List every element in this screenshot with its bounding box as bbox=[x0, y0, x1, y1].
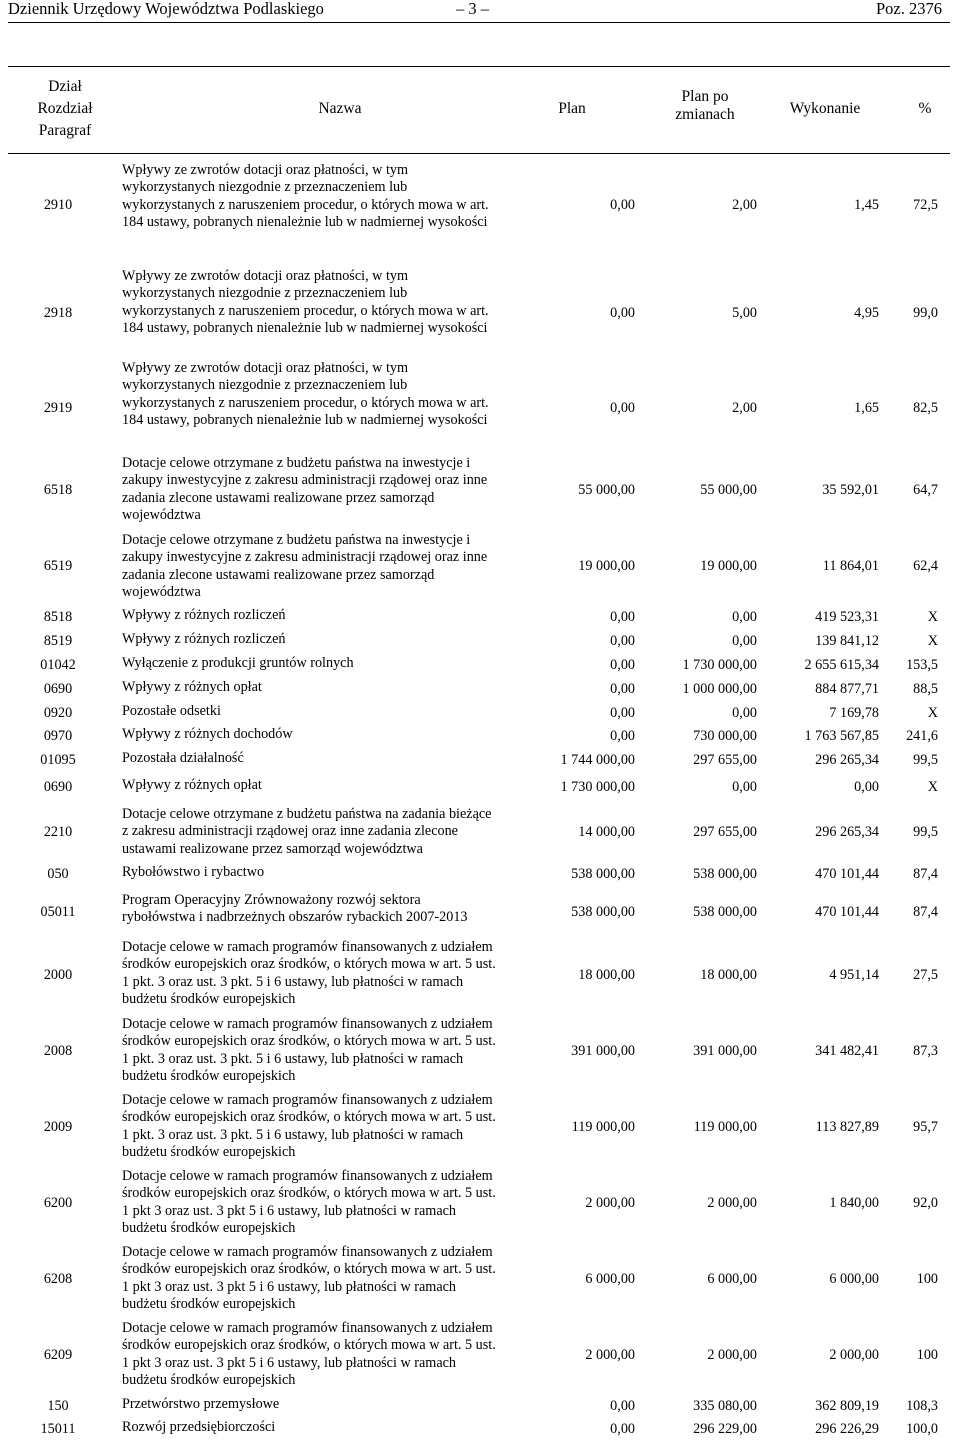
row-name: Dotacje celowe w ramach programów finansowanych z udziałem środków europejskich oraz środków, o których mowa w art. 5 ust. 1 pkt. 3 oraz ust. 3 pkt. 5 i 6 ustawy, lub płatności w ramach budżetu środków europejskich bbox=[122, 939, 496, 1008]
row-plan: 18 000,00 bbox=[578, 967, 635, 983]
row-procent: 87,4 bbox=[913, 904, 938, 920]
row-procent: X bbox=[927, 633, 938, 649]
journal-title: Dziennik Urzędowy Województwa Podlaskiego bbox=[8, 0, 324, 18]
row-procent: 95,7 bbox=[913, 1119, 938, 1135]
row-name: Wpływy z różnych opłat bbox=[122, 679, 262, 695]
row-procent: 64,7 bbox=[913, 482, 938, 498]
row-plan: 391 000,00 bbox=[571, 1043, 635, 1059]
row-wykonanie: 113 827,89 bbox=[815, 1119, 879, 1135]
header-paragraf: Paragraf bbox=[38, 122, 92, 139]
row-code: 2008 bbox=[43, 1043, 73, 1059]
row-code: 6200 bbox=[43, 1195, 73, 1211]
row-procent: 108,3 bbox=[906, 1398, 938, 1414]
row-wykonanie: 296 265,34 bbox=[815, 752, 879, 768]
row-wykonanie: 1 840,00 bbox=[829, 1195, 879, 1211]
row-wykonanie: 4,95 bbox=[854, 305, 879, 321]
row-plan-po-zmianach: 296 229,00 bbox=[693, 1421, 757, 1437]
row-wykonanie: 296 265,34 bbox=[815, 824, 879, 840]
row-code: 0690 bbox=[43, 779, 73, 795]
row-plan-po-zmianach: 18 000,00 bbox=[700, 967, 757, 983]
row-wykonanie: 884 877,71 bbox=[815, 681, 879, 697]
row-code: 0690 bbox=[43, 681, 73, 697]
table-header bbox=[0, 66, 960, 154]
row-name: Dotacje celowe otrzymane z budżetu państwa na inwestycje i zakupy inwestycyjne z zakresu administracji rządowej oraz inne zadania zlecone ustawami realizowane przez samorząd województwa bbox=[122, 455, 488, 524]
row-plan: 0,00 bbox=[610, 633, 635, 649]
row-plan-po-zmianach: 730 000,00 bbox=[693, 728, 757, 744]
row-plan-po-zmianach: 2 000,00 bbox=[707, 1347, 757, 1363]
row-code: 6519 bbox=[43, 558, 73, 574]
row-plan-po-zmianach: 2,00 bbox=[732, 197, 757, 213]
header-dzial-cell bbox=[20, 76, 110, 142]
row-procent: 99,5 bbox=[913, 752, 938, 768]
row-wykonanie: 6 000,00 bbox=[829, 1271, 879, 1287]
row-name: Dotacje celowe w ramach programów finansowanych z udziałem środków europejskich oraz środków, o których mowa w art. 5 ust. 1 pkt 3 oraz ust. 3 pkt 5 i 6 ustawy, lub płatności w ramach budżetu środków europejskich bbox=[122, 1320, 496, 1389]
row-name: Wpływy ze zwrotów dotacji oraz płatności, w tym wykorzystanych niezgodnie z przeznaczeniem lub wykorzystanych z naruszeniem procedur, o których mowa w art. 184 ustawy, pobranych nienależnie lub w nadmiernej wysokości bbox=[122, 268, 489, 337]
row-plan: 2 000,00 bbox=[585, 1195, 635, 1211]
header-divider bbox=[8, 22, 950, 23]
row-name: Dotacje celowe w ramach programów finansowanych z udziałem środków europejskich oraz środków, o których mowa w art. 5 ust. 1 pkt 3 oraz ust. 3 pkt 5 i 6 ustawy, lub płatności w ramach budżetu środków europejskich bbox=[122, 1168, 496, 1237]
row-code: 2210 bbox=[43, 824, 73, 840]
row-code: 15011 bbox=[40, 1421, 76, 1437]
row-plan: 0,00 bbox=[610, 681, 635, 697]
row-procent: 100 bbox=[916, 1271, 938, 1287]
row-name: Wpływy ze zwrotów dotacji oraz płatności, w tym wykorzystanych niezgodnie z przeznaczeniem lub wykorzystanych z naruszeniem procedur, o których mowa w art. 184 ustawy, pobranych nienależnie lub w nadmiernej wysokości bbox=[122, 162, 489, 231]
row-code: 2910 bbox=[43, 197, 73, 213]
row-name: Wpływy z różnych opłat bbox=[122, 777, 262, 793]
row-plan-po-zmianach: 0,00 bbox=[732, 633, 757, 649]
row-plan: 0,00 bbox=[610, 1398, 635, 1414]
row-plan-po-zmianach: 335 080,00 bbox=[693, 1398, 757, 1414]
row-plan: 0,00 bbox=[610, 197, 635, 213]
row-plan-po-zmianach: 1 730 000,00 bbox=[682, 657, 757, 673]
header-plan-po-2: zmianach bbox=[675, 106, 735, 123]
row-procent: 87,3 bbox=[913, 1043, 938, 1059]
row-plan: 538 000,00 bbox=[571, 904, 635, 920]
row-plan: 0,00 bbox=[610, 609, 635, 625]
row-name: Pozostała działalność bbox=[122, 750, 244, 766]
row-plan-po-zmianach: 0,00 bbox=[732, 705, 757, 721]
row-name: Dotacje celowe w ramach programów finansowanych z udziałem środków europejskich oraz środków, o których mowa w art. 5 ust. 1 pkt. 3 oraz ust. 3 pkt. 5 i 6 ustawy, lub płatności w ramach budżetu środków europejskich bbox=[122, 1092, 496, 1161]
row-procent: 88,5 bbox=[913, 681, 938, 697]
row-plan-po-zmianach: 1 000 000,00 bbox=[682, 681, 757, 697]
row-plan: 19 000,00 bbox=[578, 558, 635, 574]
row-name: Program Operacyjny Zrównoważony rozwój sektora rybołówstwa i nadbrzeżnych obszarów rybackich 2007-2013 bbox=[122, 892, 468, 926]
row-plan: 119 000,00 bbox=[571, 1119, 635, 1135]
row-wykonanie: 2 655 615,34 bbox=[804, 657, 879, 673]
row-code: 0970 bbox=[43, 728, 73, 744]
row-plan: 0,00 bbox=[610, 400, 635, 416]
row-code: 2919 bbox=[43, 400, 73, 416]
row-plan-po-zmianach: 5,00 bbox=[732, 305, 757, 321]
row-code: 2009 bbox=[43, 1119, 73, 1135]
row-plan: 0,00 bbox=[610, 657, 635, 673]
row-code: 6208 bbox=[43, 1271, 73, 1287]
row-procent: 153,5 bbox=[906, 657, 938, 673]
row-name: Dotacje celowe otrzymane z budżetu państwa na inwestycje i zakupy inwestycyjne z zakresu administracji rządowej oraz inne zadania zlecone ustawami realizowane przez samorząd województwa bbox=[122, 532, 488, 601]
row-plan: 2 000,00 bbox=[585, 1347, 635, 1363]
row-code: 2918 bbox=[43, 305, 73, 321]
row-plan-po-zmianach: 6 000,00 bbox=[707, 1271, 757, 1287]
row-procent: 92,0 bbox=[913, 1195, 938, 1211]
header-dzial: Dział bbox=[48, 78, 82, 95]
row-code: 05011 bbox=[40, 904, 76, 920]
header-rozdzial: Rozdział bbox=[37, 100, 93, 117]
row-wykonanie: 0,00 bbox=[854, 779, 879, 795]
row-plan: 0,00 bbox=[610, 1421, 635, 1437]
row-plan: 55 000,00 bbox=[578, 482, 635, 498]
row-name: Wpływy z różnych rozliczeń bbox=[122, 631, 286, 647]
row-name: Dotacje celowe w ramach programów finansowanych z udziałem środków europejskich oraz środków, o których mowa w art. 5 ust. 1 pkt 3 oraz ust. 3 pkt 5 i 6 ustawy, lub płatności w ramach budżetu środków europejskich bbox=[122, 1244, 496, 1313]
row-plan: 0,00 bbox=[610, 305, 635, 321]
row-wykonanie: 341 482,41 bbox=[815, 1043, 879, 1059]
row-plan-po-zmianach: 0,00 bbox=[732, 779, 757, 795]
row-procent: X bbox=[927, 705, 938, 721]
header-plan-po-1: Plan po bbox=[681, 88, 729, 105]
row-plan-po-zmianach: 538 000,00 bbox=[693, 904, 757, 920]
header-plan: Plan bbox=[558, 100, 586, 117]
row-code: 6209 bbox=[43, 1347, 73, 1363]
row-name: Dotacje celowe otrzymane z budżetu państwa na zadania bieżące z zakresu administracji rządowej oraz inne zadania zlecone ustawami realizowane przez samorząd województwa bbox=[122, 806, 492, 857]
row-code: 150 bbox=[47, 1398, 69, 1414]
row-wykonanie: 1 763 567,85 bbox=[804, 728, 879, 744]
row-name: Wyłączenie z produkcji gruntów rolnych bbox=[122, 655, 354, 671]
row-code: 6518 bbox=[43, 482, 73, 498]
row-plan: 1 744 000,00 bbox=[560, 752, 635, 768]
row-wykonanie: 2 000,00 bbox=[829, 1347, 879, 1363]
row-code: 050 bbox=[47, 866, 69, 882]
row-wykonanie: 362 809,19 bbox=[815, 1398, 879, 1414]
row-name: Pozostałe odsetki bbox=[122, 703, 221, 719]
row-plan-po-zmianach: 19 000,00 bbox=[700, 558, 757, 574]
table-header-border bbox=[8, 153, 950, 154]
row-code: 0920 bbox=[43, 705, 73, 721]
row-plan: 0,00 bbox=[610, 728, 635, 744]
row-procent: 99,5 bbox=[913, 824, 938, 840]
row-code: 8518 bbox=[43, 609, 73, 625]
row-plan-po-zmianach: 55 000,00 bbox=[700, 482, 757, 498]
row-code: 01095 bbox=[40, 752, 76, 768]
row-procent: 100 bbox=[916, 1347, 938, 1363]
row-name: Rybołówstwo i rybactwo bbox=[122, 864, 265, 880]
row-wykonanie: 296 226,29 bbox=[815, 1421, 879, 1437]
row-procent: 27,5 bbox=[913, 967, 938, 983]
row-plan: 1 730 000,00 bbox=[560, 779, 635, 795]
row-procent: 87,4 bbox=[913, 866, 938, 882]
row-wykonanie: 1,45 bbox=[854, 197, 879, 213]
row-procent: 100,0 bbox=[906, 1421, 938, 1437]
row-name: Wpływy ze zwrotów dotacji oraz płatności, w tym wykorzystanych niezgodnie z przeznaczeniem lub wykorzystanych z naruszeniem procedur, o których mowa w art. 184 ustawy, pobranych nienależnie lub w nadmiernej wysokości bbox=[122, 360, 489, 429]
row-wykonanie: 470 101,44 bbox=[815, 904, 879, 920]
page-number: – 3 – bbox=[456, 0, 489, 18]
position-number: Poz. 2376 bbox=[876, 0, 942, 18]
row-wykonanie: 11 864,01 bbox=[822, 558, 879, 574]
row-name: Dotacje celowe w ramach programów finansowanych z udziałem środków europejskich oraz środków, o których mowa w art. 5 ust. 1 pkt. 3 oraz ust. 3 pkt. 5 i 6 ustawy, lub płatności w ramach budżetu środków europejskich bbox=[122, 1016, 496, 1085]
row-wykonanie: 7 169,78 bbox=[829, 705, 879, 721]
row-procent: 99,0 bbox=[913, 305, 938, 321]
row-plan-po-zmianach: 391 000,00 bbox=[693, 1043, 757, 1059]
row-plan-po-zmianach: 297 655,00 bbox=[693, 752, 757, 768]
row-name: Rozwój przedsiębiorczości bbox=[122, 1419, 276, 1435]
row-procent: 62,4 bbox=[913, 558, 938, 574]
row-procent: X bbox=[927, 609, 938, 625]
row-name: Wpływy z różnych rozliczeń bbox=[122, 607, 286, 623]
table-top-border bbox=[8, 66, 950, 67]
row-plan-po-zmianach: 538 000,00 bbox=[693, 866, 757, 882]
row-procent: 82,5 bbox=[913, 400, 938, 416]
row-code: 8519 bbox=[43, 633, 73, 649]
row-name: Przetwórstwo przemysłowe bbox=[122, 1396, 280, 1412]
row-plan-po-zmianach: 0,00 bbox=[732, 609, 757, 625]
header-plan-po-zmianach bbox=[655, 88, 755, 124]
row-wykonanie: 419 523,31 bbox=[815, 609, 879, 625]
row-code: 01042 bbox=[40, 657, 76, 673]
row-wykonanie: 1,65 bbox=[854, 400, 879, 416]
header-procent: % bbox=[918, 100, 932, 117]
row-plan-po-zmianach: 297 655,00 bbox=[693, 824, 757, 840]
row-name: Wpływy z różnych dochodów bbox=[122, 726, 293, 742]
row-wykonanie: 35 592,01 bbox=[822, 482, 879, 498]
row-plan: 0,00 bbox=[610, 705, 635, 721]
row-procent: 241,6 bbox=[906, 728, 938, 744]
row-procent: 72,5 bbox=[913, 197, 938, 213]
header-nazwa: Nazwa bbox=[318, 100, 362, 117]
row-wykonanie: 470 101,44 bbox=[815, 866, 879, 882]
page-header bbox=[0, 0, 960, 24]
row-plan-po-zmianach: 2 000,00 bbox=[707, 1195, 757, 1211]
row-code: 2000 bbox=[43, 967, 73, 983]
row-plan-po-zmianach: 2,00 bbox=[732, 400, 757, 416]
row-plan-po-zmianach: 119 000,00 bbox=[693, 1119, 757, 1135]
row-plan: 6 000,00 bbox=[585, 1271, 635, 1287]
row-plan: 538 000,00 bbox=[571, 866, 635, 882]
row-wykonanie: 4 951,14 bbox=[829, 967, 879, 983]
header-wykonanie: Wykonanie bbox=[789, 100, 861, 117]
row-wykonanie: 139 841,12 bbox=[815, 633, 879, 649]
row-procent: X bbox=[927, 779, 938, 795]
row-plan: 14 000,00 bbox=[578, 824, 635, 840]
